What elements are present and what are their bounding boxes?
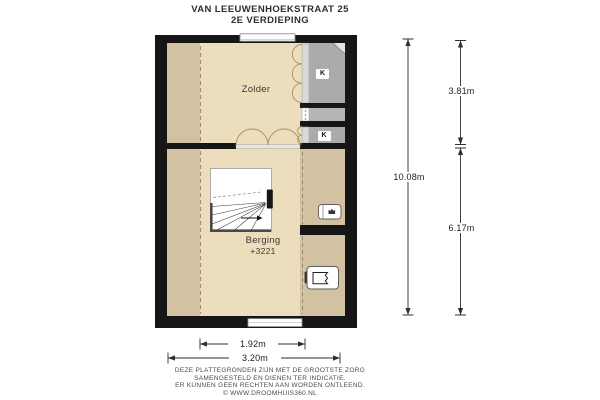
disclaimer-line-2: SAMENGESTELD EN DIENEN TER INDICATIE. — [194, 374, 346, 382]
closet-door-panel-bottom — [302, 127, 309, 143]
disclaimer-line-3: ER KUNNEN GEEN RECHTEN AAN WORDEN ONTLEEND. — [175, 382, 365, 390]
hatch-dot — [305, 118, 306, 119]
dim-label-total-width: 3.20m — [229, 353, 281, 363]
page-subtitle: 2E VERDIEPING — [230, 15, 310, 26]
room-label-berging — [213, 235, 313, 256]
boiler-icon — [319, 205, 342, 220]
cv-ketel-icon — [305, 267, 339, 290]
closet-divider-wall-1 — [300, 103, 345, 108]
dim-label-zolder-depth: 3.81m — [438, 86, 485, 96]
hatch-dot — [305, 114, 306, 115]
stairs-handrail — [267, 190, 273, 209]
room-label-berging-name: Berging — [245, 235, 281, 246]
niche — [309, 108, 345, 121]
dim-label-berging-depth: 6.17m — [438, 223, 485, 233]
stairs-symbol — [211, 169, 273, 232]
closet-label-bottom: K — [318, 131, 331, 141]
door-threshold — [236, 145, 300, 148]
disclaimer-line-1: DEZE PLATTEGRONDEN ZIJN MET DE GROOTSTE ZORG — [174, 367, 366, 374]
closet-bottom-wall — [300, 143, 345, 149]
interior-wall-zolder-berging — [167, 143, 236, 149]
dim-label-total-height: 10.08m — [383, 172, 435, 182]
closet-divider-wall-2 — [300, 121, 345, 127]
knee-wall-strip-left — [167, 43, 200, 316]
page-title: VAN LEEUWENHOEKSTRAAT 25 — [191, 4, 349, 15]
room-label-zolder: Zolder — [241, 84, 271, 95]
window-bottom — [248, 319, 302, 327]
dim-label-window-width: 1.92m — [228, 339, 278, 349]
disclaimer-line-4: © WWW.DROOMHUIS360.NL — [222, 389, 318, 397]
room-label-berging-elevation: +3221 — [250, 246, 276, 256]
closet-label-top: K — [316, 69, 329, 79]
hatch-dot — [305, 110, 306, 111]
window-top — [240, 34, 295, 41]
interior-wall-stub-right — [300, 225, 345, 235]
